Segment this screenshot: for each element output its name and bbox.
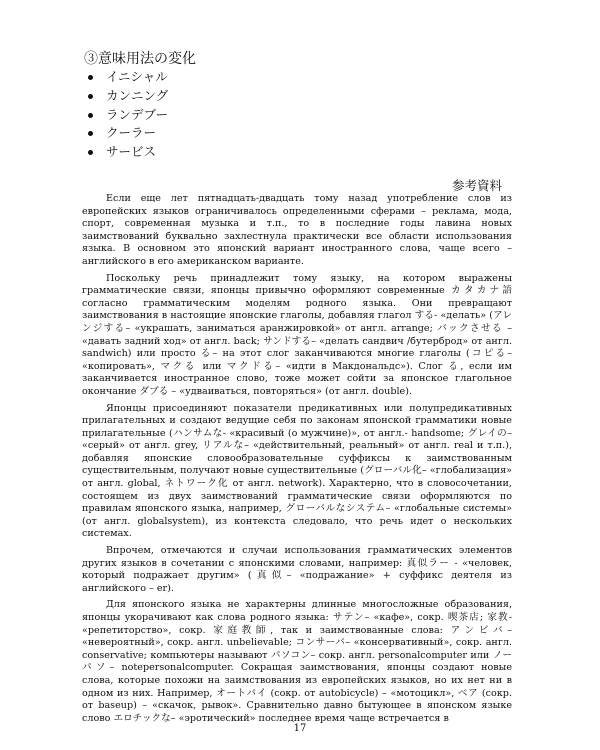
list-item xyxy=(88,87,168,106)
list-item xyxy=(88,143,168,162)
bullet-icon xyxy=(88,94,93,99)
page-number: 17 xyxy=(293,723,307,734)
reference-title: 参考資料 xyxy=(452,178,503,193)
list-item-text: ランデブー xyxy=(106,106,169,122)
list-item xyxy=(88,124,168,143)
section-heading: ③意味用法の変化 xyxy=(84,51,196,67)
list-item-text: イニシャル xyxy=(106,69,168,84)
list-item-text: サービス xyxy=(106,144,157,160)
list-item-text: クーラー xyxy=(106,125,157,141)
list-item xyxy=(88,106,168,125)
paragraph: Японцы присоединяют показатели предикативных или полупредикативных прилагательных и создают ведущие себя по законам японской грамматики новые прилагательные (ハンサムな- «красивый (о мужчине)», от англ.- handsome; グレイの– «серый» от англ. grey, リアルな– «действительный, реальный» от англ. real и т.п.), добавляя японские словообразовательные суффиксы к заимствованным существительным, получают новые существительные (グローバル化– «глобализация» от англ. global, ネトワーク化 от англ. network). Характерно, что в словосочетании, состоящем из двух заимствований грамматические связи оформляются по правилам японского языка, например, グローバルなシステム– «глобальные системы» (от англ. globalsystem), из контекста следовало, что речь идет о нескольких системах. xyxy=(82,402,512,540)
paragraph: Поскольку речь принадлежит тому языку, на котором выражены грамматические связи, японцы привычно оформляют современные カタカナ語 согласно грамматическим моделям родного языка. Они превращают заимствования в настоящие японские глаголы, добавляя глагол する- «делать» (アレンジする– «украшать, заниматься аранжировкой» от англ. arrange; バックさせる – «давать задний ход» от англ. back; サンドする– «делать сандвич /бутерброд» от англ. sandwich) или просто る– на этот слог заканчиваются многие глаголы (コピる– «копировать», マクる или マクドる– «идти в Макдональдс»). Слог る, если им заканчивается иностранное слово, тоже может сойти за японское глагольное окончание ダブる – «удваиваться, повторяться» (от англ. double). xyxy=(82,272,512,397)
paragraph: Впрочем, отмечаются и случаи использования грамматических элементов других языков в сочетании с японскими словами, например: 真似ラー - «человек, который подражает другим» (真似– «подражание» + суффикс деятеля из английского – er). xyxy=(82,545,512,594)
term-list xyxy=(88,68,168,162)
list-item-text: カンニング xyxy=(106,87,169,103)
body-text xyxy=(82,193,512,729)
paragraph: Для японского языка не характерны длинные многосложные образования, японцы укорачивают как слова родного языка: サテン– «кафе», сокр. 喫茶店; 家教- «репетиторство», сокр. 家庭教師, так и заимствованные слова: アンビバ– «невероятный», сокр. англ. unbelievable; コンサーバ– «консервативный», сокр. англ. conservative; компьютеры называют パソコン– сокр. англ. personalcomputer или ノーパソ– notepersonalcomputer. Сокращая заимствования, японцы создают новые слова, которые похожи на заимствования из европейских языков, но их нет ни в одном из них. Например, オートバイ (сокр. от autobicycle) – «мотоцикл», ベア (сокр. от baseup) – «скачок, рывок». Сравнительно давно бытующее в японском языке слово エロチックな– «эротический» последнее время чаще встречается в xyxy=(82,599,512,724)
paragraph: Если еще лет пятнадцать-двадцать тому назад употребление слов из европейских языков ограничивалось определенными сферами – реклама, мода, спорт, современная музыка и т.п., то в последние годы лавина новых заимствований буквально захлестнула практически все области использования языка. В основном это японский вариант иностранного слова, чаще всего – английского в его американском варианте. xyxy=(82,193,512,267)
list-item xyxy=(88,68,168,87)
bullet-icon xyxy=(88,113,93,118)
bullet-icon xyxy=(88,131,93,136)
bullet-icon xyxy=(88,150,93,155)
bullet-icon xyxy=(88,75,93,80)
